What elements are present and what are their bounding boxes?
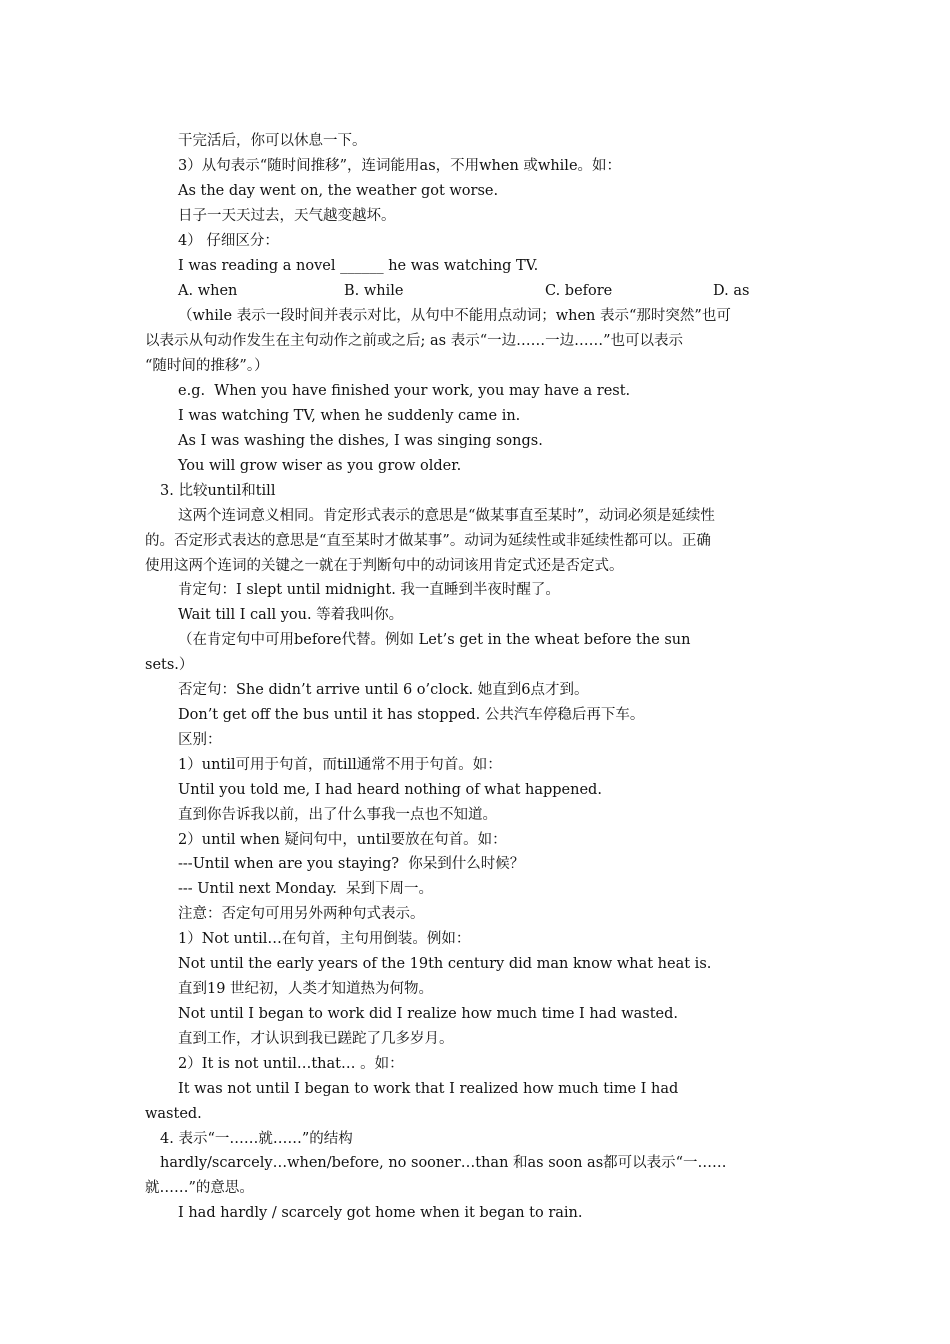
text-line: （while 表示一段时间并表示对比，从句中不能用点动词；when 表示“那时突然”也可 <box>178 308 731 324</box>
text-line: 肯定句：I slept until midnight. 我一直睡到半夜时醒了。 <box>178 582 560 598</box>
text-line: As I was washing the dishes, I was singing songs. <box>178 433 543 449</box>
text-line: I was reading a novel ______ he was watching TV. <box>178 258 539 274</box>
text-line: It was not until I began to work that I realized how much time I had <box>178 1081 679 1097</box>
text-line: 直到工作，才认识到我已蹉跎了几多岁月。 <box>178 1031 454 1047</box>
text-line: ---Until when are you staying? 你呆到什么时候？ <box>178 856 525 872</box>
text-line: 1）until可用于句首，而till通常不用于句首。如： <box>178 757 502 773</box>
option-a: A. when <box>178 283 238 299</box>
text-line: 1）Not until…在句首，主句用倒装。例如： <box>178 931 471 947</box>
text-line: 使用这两个连词的关键之一就在于判断句中的动词该用肯定式还是否定式。 <box>145 558 624 574</box>
text-line: 2）until when 疑问句中，until要放在句首。如： <box>178 832 507 848</box>
text-line: e.g. When you have finished your work, you may have a rest. <box>178 383 631 399</box>
text-line: As the day went on, the weather got worse. <box>178 183 499 199</box>
text-line: wasted. <box>145 1106 202 1122</box>
text-line: hardly/scarcely…when/before, no sooner…than 和as soon as都可以表示“一…… <box>160 1155 727 1171</box>
text-line: 直到你告诉我以前，出了什么事我一点也不知道。 <box>178 807 497 823</box>
text-line: Not until I began to work did I realize how much time I had wasted. <box>178 1006 679 1022</box>
text-line: 以表示从句动作发生在主句动作之前或之后; as 表示“一边……一边……”也可以表示 <box>145 333 684 349</box>
text-line: 2）It is not until…that… 。如： <box>178 1056 404 1072</box>
text-line: Don’t get off the bus until it has stopped. 公共汽车停稳后再下车。 <box>178 707 645 723</box>
text-line: I was watching TV, when he suddenly came in. <box>178 408 521 424</box>
text-line: 区别： <box>178 732 222 748</box>
option-c: C. before <box>545 283 613 299</box>
text-line: sets.） <box>145 657 194 673</box>
text-line: I had hardly / scarcely got home when it began to rain. <box>178 1205 583 1221</box>
text-line: 这两个连词意义相同。肯定形式表示的意思是“做某事直至某时”，动词必须是延续性 <box>178 508 715 524</box>
text-line: Until you told me, I had heard nothing of what happened. <box>178 782 602 798</box>
section-heading: 4. 表示“一……就……”的结构 <box>160 1131 353 1147</box>
text-line: 干完活后，你可以休息一下。 <box>178 133 367 149</box>
text-line: Not until the early years of the 19th century did man know what heat is. <box>178 956 712 972</box>
text-line: 否定句：She didn’t arrive until 6 o’clock. 她直到6点才到。 <box>178 682 589 698</box>
text-line: “随时间的推移”。） <box>145 358 269 374</box>
text-line: （在肯定句中可用before代替。例如 Let’s get in the wheat before the sun <box>178 632 691 648</box>
text-line: 3）从句表示“随时间推移”，连词能用as，不用when 或while。如： <box>178 158 622 174</box>
text-line: Wait till I call you. 等着我叫你。 <box>178 607 404 623</box>
text-line: --- Until next Monday. 呆到下周一。 <box>178 881 434 897</box>
text-line: 的。否定形式表达的意思是“直至某时才做某事”。动词为延续性或非延续性都可以。正确 <box>145 533 711 549</box>
text-line: 注意：否定句可用另外两种句式表示。 <box>178 906 425 922</box>
option-b: B. while <box>344 283 404 299</box>
text-line: 就……”的意思。 <box>145 1180 254 1196</box>
text-line: 直到19 世纪初，人类才知道热为何物。 <box>178 981 434 997</box>
text-line: 日子一天天过去，天气越变越坏。 <box>178 208 396 224</box>
text-line: 4） 仔细区分： <box>178 233 279 249</box>
text-line: You will grow wiser as you grow older. <box>178 458 462 474</box>
option-d: D. as <box>713 283 750 299</box>
section-heading: 3. 比较until和till <box>160 483 276 499</box>
